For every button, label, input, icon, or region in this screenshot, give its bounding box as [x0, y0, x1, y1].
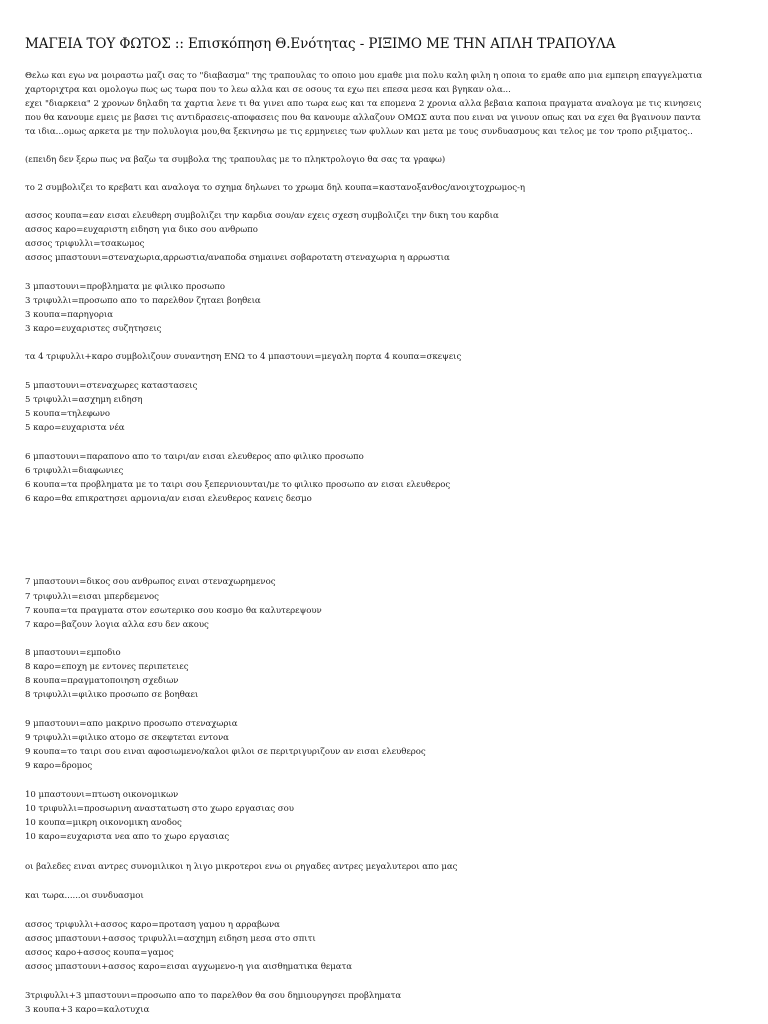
text-line: 3 καρο=ευχαριστες συζητησεις [25, 324, 162, 334]
text-line: ασσος κουπα=εαν εισαι ελευθερη συμβολιζει την καρδια σου/αν εχεις σχεση συμβολιζει την δικη του καρδια [25, 211, 499, 221]
text-line: 6 κουπα=τα προβληματα με το ταιρι σου ξεπερνιουνται/με το φιλικο προσωπο αν εισαι ελευθερος [25, 480, 451, 490]
text-line: 3 μπαστουνι=προβληματα με φιλικο προσωπο [25, 282, 225, 292]
text-line: 7 τριφυλλι=εισαι μπερδεμενος [25, 592, 159, 602]
text-line: 5 κουπα=τηλεφωνο [25, 409, 111, 419]
text-line: 10 καρο=ευχαριστα νεα απο το χωρο εργασιας [25, 832, 230, 842]
text-line: 9 κουπα=το ταιρι σου ειναι αφοσιωμενο/καλοι φιλοι σε περιτριγυριζουν αν εισαι ελευθερος [25, 747, 426, 757]
text-line: 6 μπαστουνι=παραπονο απο το ταιρι/αν εισαι ελευθερος απο φιλικο προσωπο [25, 452, 364, 462]
text-line: 9 καρο=δρομος [25, 761, 93, 771]
text-line: 8 τριφυλλι=φιλικο προσωπο σε βοηθαει [25, 690, 199, 700]
text-line: 9 τριφυλλι=φιλικο ατομο σε σκεφτεται εντονα [25, 733, 229, 743]
page-title: ΜΑΓΕΙΑ ΤΟΥ ΦΩΤΟΣ :: Επισκόπηση Θ.Ενότητας - ΡΙΞΙΜΟ ΜΕ ΤΗΝ ΑΠΛΗ ΤΡΑΠΟΥΛΑ [25, 36, 616, 52]
text-line: το 2 συμβολιζει το κρεβατι και αναλογα το σχημα δηλωνει το χρωμα δηλ κουπα=καστανοξανθος/ανοιχτοχρωμος-η [25, 183, 526, 193]
text-line: 5 τριφυλλι=ασχημη ειδηση [25, 395, 143, 405]
text-line: 7 καρο=βαζουν λογια αλλα εσυ δεν ακους [25, 620, 209, 630]
text-line: 6 καρο=θα επικρατησει αρμονια/αν εισαι ελευθερος κανεις δεσμο [25, 494, 312, 504]
text-line: και τωρα......οι συνδυασμοι [25, 891, 144, 901]
text-line: Θελω και εγω να μοιραστω μαζι σας το "διαβασμα" της τραπουλας το οποιο μου εμαθε μια πολυ καλη φιλη η οποια το εμαθε απο μια εμπειρη επαγγελματια [25, 71, 703, 81]
text-line: 6 τριφυλλι=διαφωνιες [25, 466, 124, 476]
text-line: 5 μπαστουνι=στεναχωρες καταστασεις [25, 381, 198, 391]
text-line: 8 μπαστουνι=εμποδιο [25, 648, 121, 658]
text-line: ασσος καρο=ευχαριστη ειδηση για δικο σου ανθρωπο [25, 225, 258, 235]
text-line: τα 4 τριφυλλι+καρο συμβολιζουν συναντηση ΕΝΩ το 4 μπαστουνι=μεγαλη πορτα 4 κουπα=σκεψεις [25, 352, 462, 362]
text-line: 10 τριφυλλι=προσωρινη αναστατωση στο χωρο εργασιας σου [25, 804, 294, 814]
text-line: που θα κανουμε εμεις με βασει τις αντιδρασεις-αποφασεις που θα κανουμε αλλαζουν ΟΜΩΣ αυτα που ειναι να γινουν οπως και να εχει θα βγαινουν παντα [25, 113, 701, 123]
text-line: ασσος μπαστουνι+ασσος τριφυλλι=ασχημη ειδηση μεσα στο σπιτι [25, 934, 316, 944]
text-line: 8 καρο=εποχη με εντονες περιπετειες [25, 662, 189, 672]
text-line: 8 κουπα=πραγματοποιηση σχεδιων [25, 676, 179, 686]
text-line: ασσος τριφυλλι=τσακωμος [25, 239, 145, 249]
text-line: 3 κουπα=παρηγορια [25, 310, 113, 320]
text-line: εχει "διαρκεια" 2 χρονων δηλαδη τα χαρτια λενε τι θα γινει απο τωρα εως και τα επομενα 2 χρονια αλλα βεβαια καποια πραγματα αναλογα με τις κινησεις [25, 99, 702, 109]
text-line: ασσος καρο+ασσος κουπα=γαμος [25, 948, 174, 958]
text-line: οι βαλεδες ειναι αντρες συνομιλικοι η λιγο μικροτεροι ενω οι ρηγαδες αντρες μεγαλυτεροι απο μας [25, 862, 458, 872]
text-line: 5 καρο=ευχαριστα νέα [25, 423, 125, 433]
text-line: ασσος τριφυλλι+ασσος καρο=προταση γαμου η αρραβωνα [25, 920, 280, 930]
text-line: (επειδη δεν ξερω πως να βαζω τα συμβολα της τραπουλας με το πληκτρολογιο θα σας τα γραφω) [25, 155, 446, 165]
text-line: 10 μπαστουνι=πτωση οικονομικων [25, 790, 179, 800]
text-line: 10 κουπα=μικρη οικονομικη ανοδος [25, 818, 182, 828]
text-line: 9 μπαστουνι=απο μακρινο προσωπο στεναχωρια [25, 719, 238, 729]
text-line: τα ιδια...ομως αρκετα με την πολυλογια μου,θα ξεκινησω με τις ερμηνειες των φυλλων και μετα με τους συνδυασμους και τελος με τον τροπο ριξιματος.. [25, 127, 693, 137]
text-line: 3τριφυλλι+3 μπαστουνι=προσωπο απο το παρελθον θα σου δημιουργησει προβληματα [25, 991, 402, 1001]
text-line: ασσος μπαστουνι+ασσος καρο=εισαι αγχωμενο-η για αισθηματικα θεματα [25, 962, 353, 972]
text-line: 7 μπαστουνι=δικος σου ανθρωπος ειναι στεναχωρημενος [25, 577, 276, 587]
text-line: 7 κουπα=τα πραγματα στον εσωτερικο σου κοσμο θα καλυτερεψουν [25, 606, 322, 616]
text-line: 3 κουπα+3 καρο=καλοτυχια [25, 1005, 150, 1015]
text-line: ασσος μπαστουνι=στεναχωρια,αρρωστια/αναποδα σημαινει σοβαροτατη στεναχωρια η αρρωστια [25, 253, 450, 263]
text-line: χαρτοριχτρα και ομολογω πως ως τωρα που το λεω αλλα και σε οσους τα εχω πει επεσα μεσα και βγηκαν ολα... [25, 85, 511, 95]
text-line: 3 τριφυλλι=προσωπο απο το παρελθον ζηταει βοηθεια [25, 296, 261, 306]
